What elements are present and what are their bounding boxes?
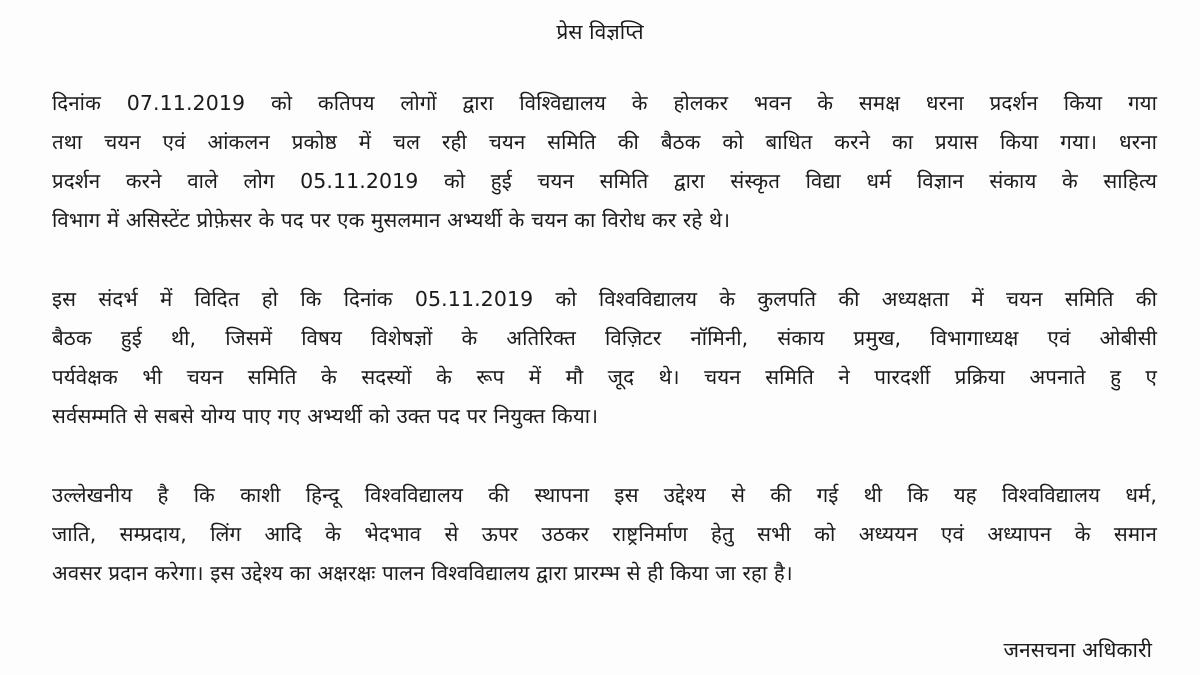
paragraph-1-line-3: प्रदर्शन करने वाले लोग 05.11.2019 को हुई चयन समिति द्वारा संस्कृत विद्या धर्म विज्ञान संकाय के साहित्य — [52, 169, 1157, 193]
paragraph-1-line-4: विभाग में असिस्टेंट प्रोफ़ेसर के पद पर एक मुसलमान अभ्यर्थी के चयन का विरोध कर रहे थे। — [52, 208, 731, 232]
paragraph-3-line-3: अवसर प्रदान करेगा। इस उद्देश्य का अक्षरक्षः पालन विश्वविद्यालय द्वारा प्रारम्भ से ही किया जा रहा है। — [52, 561, 793, 585]
paragraph-2-line-2: बैठक हुई थी, जिसमें विषय विशेषज्ञों के अतिरिक्त विज़िटर नॉमिनी, संकाय प्रमुख, विभागाध्यक्ष एवं ओबीसी — [52, 326, 1157, 350]
paragraph-1-line-2: तथा चयन एवं आंकलन प्रकोष्ठ में चल रही चयन समिति की बैठक को बाधित करने का प्रयास किया गया। धरना — [52, 130, 1157, 154]
paragraph-2-line-4: सर्वसम्मति से सबसे योग्य पाए गए अभ्यर्थी को उक्त पद पर नियुक्त किया। — [52, 404, 599, 428]
paragraph-3-line-2: जाति, सम्प्रदाय, लिंग आदि के भेदभाव से ऊपर उठकर राष्ट्रनिर्माण हेतु सभी को अध्ययन एवं अध्यापन के समान — [52, 522, 1157, 546]
document-title: प्रेस विज्ञप्ति — [556, 20, 644, 44]
paragraph-2-line-1: इस संदर्भ में विदित हो कि दिनांक 05.11.2019 को विश्वविद्यालय के कुलपति की अध्यक्षता में चयन समिति की — [52, 287, 1157, 311]
paragraph-2-line-3: पर्यवेक्षक भी चयन समिति के सदस्यों के रूप में मौ जूद थे। चयन समिति ने पारदर्शी प्रक्रिया अपनाते हु ए — [52, 365, 1157, 389]
paragraph-3-line-1: उल्लेखनीय है कि काशी हिन्दू विश्वविद्यालय की स्थापना इस उद्देश्य से की गई थी कि यह विश्वविद्यालय धर्म, — [52, 483, 1157, 507]
signature: जनसचना अधिकारी — [1003, 638, 1152, 662]
paragraph-1-line-1: दिनांक 07.11.2019 को कतिपय लोगों द्वारा विश्विद्यालय के होलकर भवन के समक्ष धरना प्रदर्शन किया गया — [52, 91, 1157, 115]
